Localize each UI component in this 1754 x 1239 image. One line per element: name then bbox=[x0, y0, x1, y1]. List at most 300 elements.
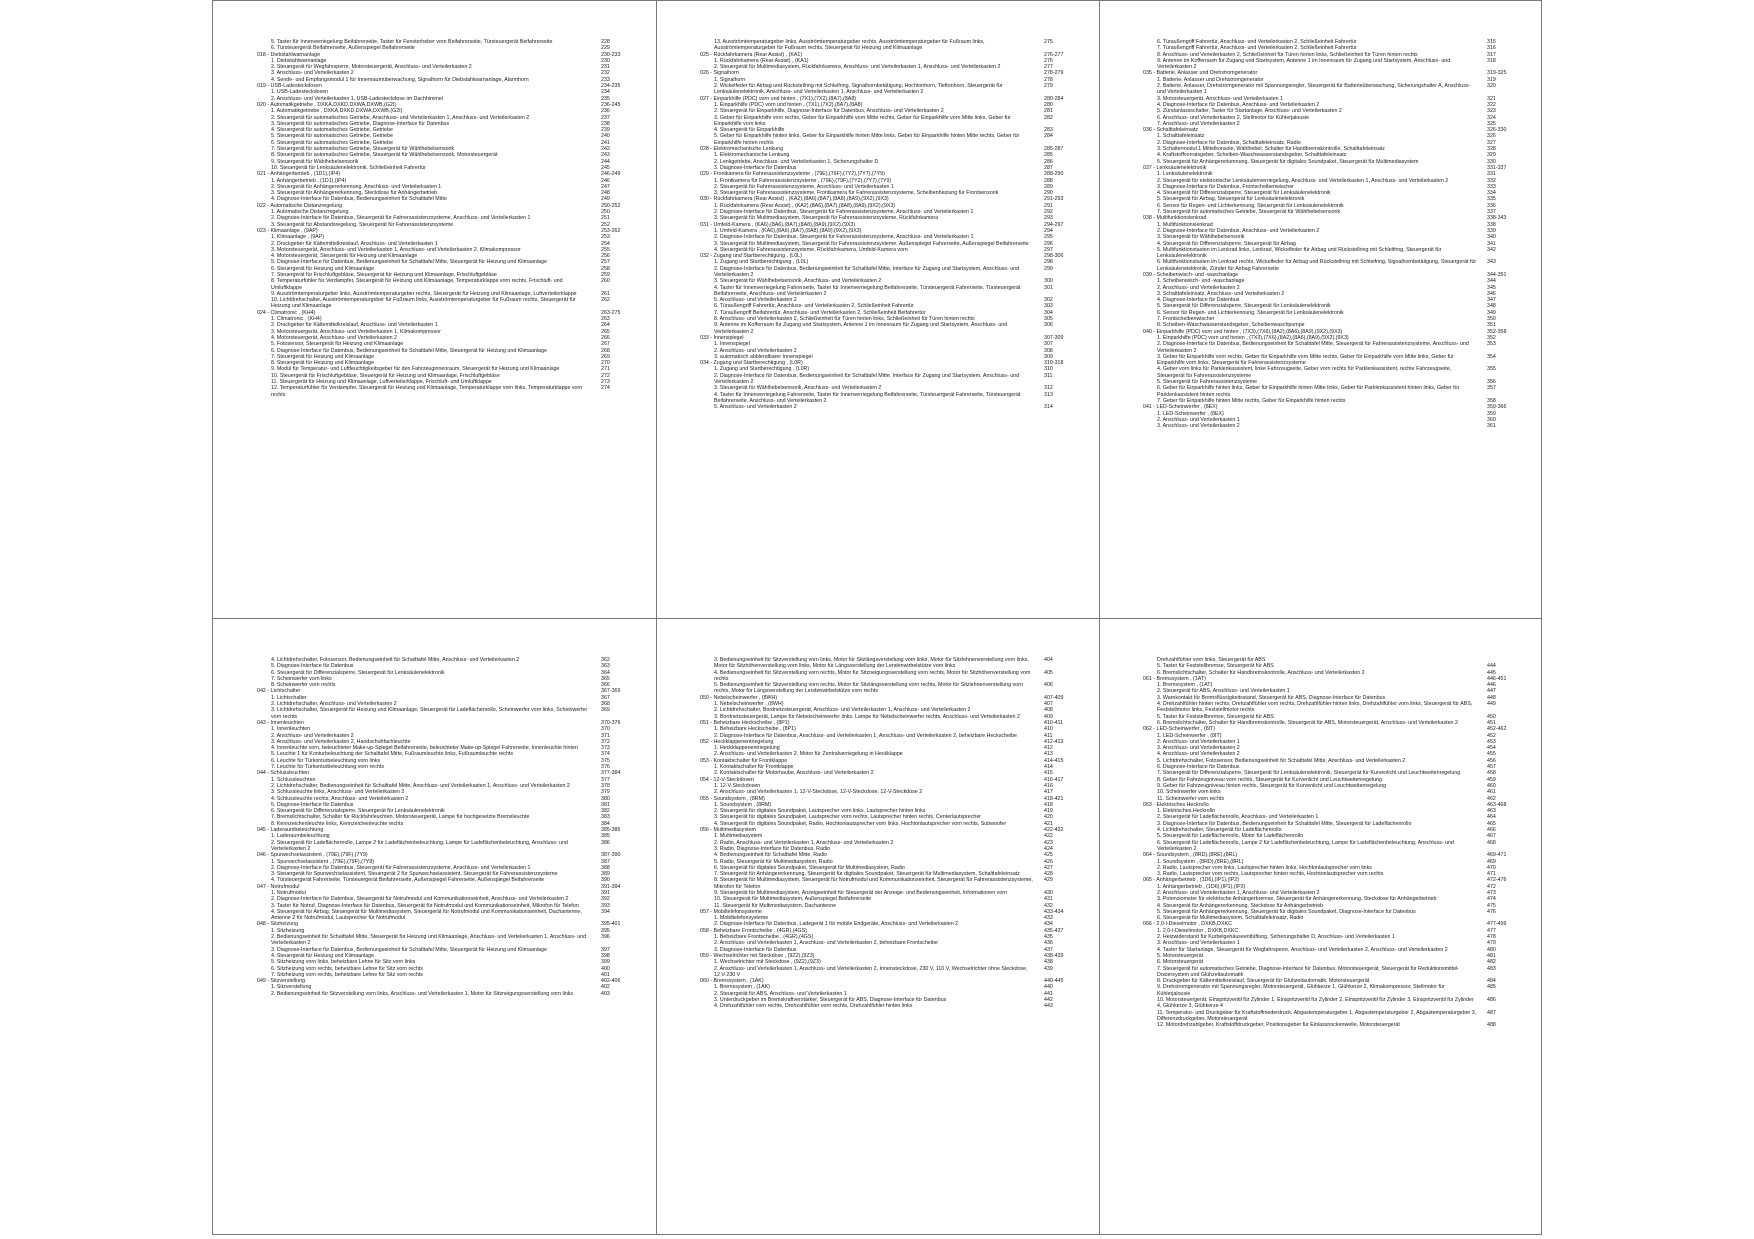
toc-entry-row bbox=[257, 840, 641, 853]
toc-entry-title: 2. Lichtdrehschalter, Bordnetzsteuergerät, Anschluss- und Verteilerkasten 1, Anschluss- und Verteilerkasten 2 bbox=[714, 707, 971, 714]
toc-entry-page: 391 bbox=[601, 889, 610, 896]
toc-entry-page: 338-343 bbox=[1487, 215, 1507, 222]
toc-entry-page: 272 bbox=[601, 372, 610, 379]
toc-entry-page: 250-252 bbox=[601, 202, 621, 209]
toc-entry-title: 2. Anschluss- und Verteilerkasten 2 bbox=[714, 347, 797, 354]
toc-entry-title: 9. Steuergerät für Wählhebelsensorik bbox=[271, 158, 359, 165]
toc-entry-title: 10. Steuergerät für Frischluftgebläse, Steuergerät für Heizung und Klimaanlage, Frischluftgebläse bbox=[271, 372, 500, 379]
toc-entry-title: 5. Taster für Innenverriegelung Beifahrerseite, Taster für Fensterheber vorn Beifahrerseite, Türsteuergerät Beifahrerseite bbox=[271, 39, 553, 45]
toc-entry-page: 232 bbox=[601, 70, 610, 77]
toc-entry-page: 440 bbox=[1044, 984, 1053, 991]
toc-entry-title: 4. Drehzahlfühler hinten rechts, Drehzahlfühler vorn rechts, Drehzahlfühler hinten links, Drehzahlfühler vorn links, Steuergerät für ABS, Feststellmotor links, Feststellmotor rechts bbox=[1157, 701, 1473, 714]
toc-entry-page: 246-249 bbox=[601, 171, 621, 178]
toc-entry-title: 2. Diagnose-Interface für Datenbus, Steuergerät für Fahrerassistenzsysteme, Anschluss- und Verteilerkasten 1 bbox=[271, 215, 531, 222]
toc-entry-page: 339 bbox=[1487, 227, 1496, 234]
toc-entry-title: 2. Diagnose-Interface für Datenbus, Bedienungseinheit für Schalttafel Mitte, Steuergerät für Fahrerassistenzsysteme, Anschluss- und Verteilerkasten 2 bbox=[1157, 341, 1469, 354]
toc-entry-page: 342 bbox=[1487, 246, 1496, 253]
toc-entry-title: 1. Elektromechanische Lenkung bbox=[714, 152, 790, 159]
toc-entry-page: 392 bbox=[601, 896, 610, 903]
toc-entry-title: 048 - Sitzheizung bbox=[257, 921, 298, 928]
toc-entry-title: 054 - 12-V-Steckdosen bbox=[700, 776, 754, 783]
toc-entry-page: 367 bbox=[601, 694, 610, 701]
toc-entry-title: 12. Temperaturfühler für Verdampfer, Steuergerät für Heizung und Klimaanlage, Temperaturklappe vorn links, Temperaturklappe vorn rechts bbox=[271, 385, 583, 398]
toc-entry-row bbox=[1143, 341, 1527, 354]
toc-entry-page: 428 bbox=[1044, 871, 1053, 878]
toc-entry-page: 310 bbox=[1044, 366, 1053, 373]
toc-entry-title: 1. Soundsystem , (8RD),(8RE),(8RL) bbox=[1157, 858, 1244, 865]
toc-entry-page: 294 bbox=[1044, 227, 1053, 234]
toc-entry-page: 409 bbox=[1044, 713, 1053, 720]
toc-entry-row bbox=[700, 877, 1084, 890]
toc-entry-title: 3. Diagnose-Interface für Datenbus, Frontscheibenwischer bbox=[1157, 183, 1294, 190]
toc-entry-page: 433 bbox=[1044, 915, 1053, 922]
toc-entry-page: 390 bbox=[601, 877, 610, 884]
toc-entry-page: 407 bbox=[1044, 701, 1053, 708]
toc-entry-page: 243 bbox=[601, 152, 610, 159]
toc-entry-page: 255 bbox=[601, 246, 610, 253]
toc-entry-page: 451 bbox=[1487, 719, 1496, 726]
toc-entry-page: 315 bbox=[1487, 39, 1496, 45]
toc-entry-page: 394 bbox=[601, 908, 610, 915]
toc-entry-title: 1. Bremssystem , (1AK) bbox=[714, 984, 770, 991]
toc-entry-page: 253-262 bbox=[601, 227, 621, 234]
toc-entry-page: 261 bbox=[601, 290, 610, 297]
toc-entry-page: 434 bbox=[1044, 921, 1053, 928]
toc-entry-page: 333 bbox=[1487, 183, 1496, 190]
toc-entry-page: 259 bbox=[601, 271, 610, 278]
toc-entry-page: 438 bbox=[1044, 959, 1053, 966]
toc-entry-page: 236-245 bbox=[601, 101, 621, 108]
toc-entry-title: 1. Lenksäulenelektronik bbox=[1157, 171, 1213, 178]
toc-entry-page: 393 bbox=[601, 902, 610, 909]
toc-entry-page: 301 bbox=[1044, 284, 1053, 291]
toc-entry-page: 257 bbox=[601, 259, 610, 266]
toc-entry-title: 7. Türaußengriff Beifahrertür, Anschluss- und Verteilerkasten 2, Schließeinheit Beifahrertür bbox=[714, 309, 926, 316]
toc-entry-title: 2. Diagnose-Interface für Datenbus, Schalttafeleinsatz, Radio bbox=[1157, 139, 1301, 146]
toc-entry-page: 480 bbox=[1487, 946, 1496, 953]
toc-entry-title: 1. Elektrisches Heckrollo bbox=[1157, 808, 1215, 815]
toc-entry-title: 2. Diagnose-Interface für Datenbus, Steuergerät für Fahrerassistenzsysteme, Anschluss- und Verteilerkasten 1 bbox=[714, 234, 974, 241]
toc-entry-page: 457 bbox=[1487, 764, 1496, 771]
toc-entry-title: 027 - Einparkhilfe (PDC) vorn und hinten , (7X1),(7X2),(8A7),(8A8) bbox=[700, 95, 857, 102]
toc-entry-title: 3. Unterdruckgeber im Bremskraftverstärker, Steuergerät für ABS, Diagnose-Interface für Datenbus bbox=[714, 997, 947, 1004]
row-divider bbox=[213, 618, 1541, 619]
toc-entry-title: 3. Radio, Lautsprecher vorn rechts, Lautsprecher hinten rechts, Hochtonlautsprecher vorn rechts bbox=[1157, 871, 1384, 878]
toc-entry-page: 487 bbox=[1487, 1009, 1496, 1016]
toc-entry-row bbox=[700, 115, 1084, 128]
toc-entry-title: 7. Türaußengriff Fahrertür, Anschluss- und Verteilerkasten 2, Schließeinheit Fahrertür bbox=[1157, 45, 1357, 52]
toc-entry-title: 4. Lichtdrehschalter, Fotosensor, Bedienungseinheit für Schalttafel Mitte, Anschluss- und Verteilerkasten 2 bbox=[271, 657, 520, 663]
toc-entry-title: 5. Steuergerät für Differenzialsperre, Steuergerät für Lenksäulenelektronik bbox=[1157, 303, 1331, 310]
toc-entry-page: 304 bbox=[1044, 309, 1053, 316]
toc-entry-page: 244 bbox=[601, 158, 610, 165]
toc-entry-title: 7. Anschluss- und Verteilerkasten 2 bbox=[1157, 120, 1240, 127]
toc-entry-title: 13. Ausströmtemperaturgeber links, Ausströmtemperaturgeber rechts, Ausströmtemperaturgeber für Fußraum links, Ausströmtemperaturgeber für Fußraum rechts, Steuergerät für Heizung und Klimaanlage bbox=[714, 39, 985, 52]
toc-entry-page: 319 bbox=[1487, 76, 1496, 83]
toc-entry-title: 4. Steuergerät für Differenzialsperre, Steuergerät für Airbag bbox=[1157, 240, 1296, 247]
toc-entry-title: 055 - Soundsystem , (8RM) bbox=[700, 795, 765, 802]
toc-entry-page: 347 bbox=[1487, 297, 1496, 304]
toc-entry-title: 2. Steuergerät für ABS, Anschluss- und Verteilerkasten 1 bbox=[1157, 688, 1290, 695]
toc-entry-title: 2. Anschluss- und Verteilerkasten 1, Anschluss- und Verteilerkasten 2 bbox=[1157, 889, 1320, 896]
toc-entry-page: 258 bbox=[601, 265, 610, 272]
toc-entry-title: 9. Antenne im Kofferraum für Zugang und Startsystem, Antenne 1 im Innenraum für Zugang und Startsystem, Anschluss- und Verteilerkasten 2 bbox=[714, 322, 1008, 335]
toc-entry-page: 476 bbox=[1487, 908, 1496, 915]
toc-entry-page: 252 bbox=[601, 221, 610, 228]
toc-entry-page: 402-406 bbox=[601, 978, 621, 985]
toc-entry-page: 275 bbox=[1044, 39, 1053, 45]
toc-entry-title: 052 - Heckklappenentriegelung bbox=[700, 738, 774, 745]
toc-entry-page: 254 bbox=[601, 240, 610, 247]
toc-entry-page: 462 bbox=[1487, 795, 1496, 802]
toc-entry-title: 2. Steuergerät für Wegfahrsperre, Motorsteuergerät, Anschluss- und Verteilerkasten 2 bbox=[271, 64, 472, 71]
toc-entry-page: 283 bbox=[1044, 127, 1053, 134]
toc-entry-title: 2. Diagnose-Interface für Datenbus, Anschluss- und Verteilerkasten 2 bbox=[1157, 227, 1320, 234]
toc-entry-page: 327 bbox=[1487, 139, 1496, 146]
toc-entry-title: 10. Steuergerät für Lenksäulenelektronik, Schließeinheit Fahrertür bbox=[271, 164, 426, 171]
toc-entry-page: 385 bbox=[601, 833, 610, 840]
toc-entry-page: 450 bbox=[1487, 713, 1496, 720]
toc-entry-title: 3. Bordnetzsteuergerät, Lampe für Nebelscheinwerfer links, Lampe für Nebelscheinwerfer rechts, Anschluss- und Verteilerkasten 2 bbox=[714, 713, 1020, 720]
toc-entry-title: 3. Steuergerät für Multimediasystem, Steuergerät für Fahrerassistenzsysteme, Rückfahrkamera bbox=[714, 215, 939, 222]
toc-entry-title: 5. Anschluss- und Verteilerkasten 2 bbox=[714, 404, 797, 411]
toc-entry-page: 374 bbox=[601, 751, 610, 758]
toc-entry-title: 7. Leuchte für Türkonturbeleuchtung vorn rechts bbox=[271, 764, 384, 771]
toc-entry-title: 2. Steuergerät für elektronische Lenksäulenverriegelung, Anschluss- und Verteilerkasten 1, Anschluss- und Verteilerkasten 2 bbox=[1157, 177, 1449, 184]
toc-entry-title: 1. Sitzverstellung bbox=[271, 984, 312, 991]
toc-entry-page: 350 bbox=[1487, 316, 1496, 323]
toc-panel-5 bbox=[700, 657, 1084, 1233]
toc-entry-page: 319-325 bbox=[1487, 70, 1507, 77]
toc-entry-page: 373 bbox=[601, 745, 610, 752]
toc-entry-title: 3. automatisch abblendbarer Innenspiegel bbox=[714, 353, 813, 360]
toc-entry-page: 421 bbox=[1044, 820, 1053, 827]
toc-entry-title: 1. Mobiltelefonsysteme bbox=[714, 915, 769, 922]
toc-entry-title: 5. Steuergerät für Fahrerassistenzsysteme bbox=[1157, 379, 1258, 386]
toc-entry-page: 432 bbox=[1044, 902, 1053, 909]
toc-entry-title: 4. Taster für Innenverriegelung Fahrerseite, Taster für Innenverriegelung Beifahrerseite, Türsteuergerät Fahrerseite, Türsteuergerät Beifahrerseite, Anschluss- und Verteilerkasten 2 bbox=[714, 284, 1021, 297]
toc-entry-page: 413 bbox=[1044, 751, 1053, 758]
toc-entry-title: 6. Multifunktionstasten im Lenkrad rechts, Wickelfeder für Airbag und Rückstellring mit Schleifring, Signalhornbetätigung, Steuergerät für Lenksäulenelektronik, Zünder für Airbag Fahrerseite bbox=[1157, 259, 1477, 272]
toc-entry-page: 395 bbox=[601, 927, 610, 934]
toc-entry-row bbox=[700, 285, 1084, 298]
toc-entry-page: 362 bbox=[601, 657, 610, 663]
toc-entry-page: 385-386 bbox=[601, 827, 621, 834]
toc-entry-title: 7. Scheinwerfer vorn links bbox=[271, 675, 332, 682]
toc-entry-title: 025 - Rückfahrkamera (Rear Assist) , (KA1) bbox=[700, 51, 803, 58]
toc-entry-page: 469 bbox=[1487, 858, 1496, 865]
toc-entry-title: 4. Drehzahlfühler vorn rechts, Drehzahlfühler vorn rechts, Drehzahlfühler hinten links bbox=[714, 1003, 913, 1010]
toc-entry-title: 1. Soundsystem , (8RM) bbox=[714, 801, 772, 808]
toc-entry-title: 2. Lenkgetriebe, Anschluss- und Verteilerkasten 1, Sicherungshalter D bbox=[714, 158, 879, 165]
toc-entry-page: 323 bbox=[1487, 108, 1496, 115]
toc-entry-page: 240 bbox=[601, 133, 610, 140]
toc-entry-page: 435 bbox=[1044, 934, 1053, 941]
toc-entry-title: 034 - Zugang und Startberechtigung , (L0R) bbox=[700, 360, 803, 367]
toc-entry-title: 3. Steuergerät für digitales Soundpaket, Lautsprecher vorn rechts, Lautsprecher hinten rechts, Centerlautsprecher bbox=[714, 814, 982, 821]
toc-entry-title: 4. Motorsteuergerät, Anschluss- und Verteilerkasten 2 bbox=[271, 334, 398, 341]
toc-entry-title: 026 - Signalhorn bbox=[700, 70, 739, 77]
toc-entry-title: 4. Steuergerät für Heizung und Klimaanlage bbox=[271, 952, 375, 959]
toc-entry-page: 367-369 bbox=[601, 688, 621, 695]
toc-entry-title: 031 - Umfeld-Kamera , (KA6),(8A6),(8A7),(8A8),(8A9),(9X2),(9X3) bbox=[700, 221, 856, 228]
toc-entry-title: 2. Diagnose-Interface für Datenbus, Steuergerät für Notrufmodul und Kommunikationseinheit, Anschluss- und Verteilerkasten 2 bbox=[271, 896, 569, 903]
toc-entry-title: 5. Motorsteuergerät bbox=[1157, 952, 1204, 959]
toc-entry-title: 3. Steuergerät für Wählhebelsensorik bbox=[1157, 234, 1245, 241]
toc-entry-title: 4. Steuergerät für Anhängererkennung, Steckdose für Anhängerbetrieb bbox=[1157, 902, 1324, 909]
toc-entry-page: 264 bbox=[601, 322, 610, 329]
toc-entry-title: 3. Motorsteuergerät, Anschluss- und Verteilerkasten 1, Anschluss- und Verteilerkasten 2, Klimakompressor bbox=[271, 246, 521, 253]
toc-entry-page: 341 bbox=[1487, 240, 1496, 247]
toc-entry-title: 6. Sensor für Regen- und Lichterkennung, Steuergerät für Lenksäulenelektronik bbox=[1157, 202, 1344, 209]
toc-entry-title: 038 - Multifunktionslenkrad bbox=[1143, 215, 1207, 222]
toc-entry-title: 046 - Spurwechselassistent , (79E),(79F),(7Y9) bbox=[257, 852, 368, 859]
toc-entry-page: 444 bbox=[1487, 663, 1496, 670]
toc-entry-title: 1. Automatische Distanzregelung bbox=[271, 209, 349, 216]
toc-entry-title: 3. Motorsteuergerät, Anschluss- und Verteilerkasten 1 bbox=[1157, 95, 1284, 102]
toc-entry-page: 285 bbox=[1044, 152, 1053, 159]
toc-entry-title: 3. Steuergerät für Spurwechselassistent, Steuergerät 2 für Spurwechselassistent, Steuergerät für Fahrerassistenzsysteme bbox=[271, 871, 558, 878]
toc-entry-title: 1. Heckklappenentriegelung bbox=[714, 745, 780, 752]
toc-entry-page: 404 bbox=[1044, 657, 1053, 663]
toc-panel-1 bbox=[257, 39, 641, 617]
toc-entry-page: 468 bbox=[1487, 839, 1496, 846]
toc-entry-page: 298 bbox=[1044, 259, 1053, 266]
toc-entry-page: 276-277 bbox=[1044, 51, 1064, 58]
toc-entry-title: 3. Diagnose-Interface für Datenbus, Bedienungseinheit für Schalttafel Mitte, Steuergerät für Heizung und Klimaanlage bbox=[271, 946, 547, 953]
toc-entry-title: 4. Sende- und Empfangsmodul 1 für Innenraumüberwachung, Signalhorn für Diebstahlwarnanlage, Alarmhorn bbox=[271, 76, 529, 83]
toc-entry-page: 271 bbox=[601, 366, 610, 373]
toc-entry-page: 466 bbox=[1487, 827, 1496, 834]
toc-entry-page: 360 bbox=[1487, 416, 1496, 423]
toc-entry-page: 266 bbox=[601, 334, 610, 341]
toc-entry-page: 288-290 bbox=[1044, 171, 1064, 178]
toc-entry-row bbox=[257, 707, 641, 720]
toc-entry-page: 370-376 bbox=[601, 719, 621, 726]
toc-entry-page: 308 bbox=[1044, 347, 1053, 354]
toc-entry-page: 329 bbox=[1487, 152, 1496, 159]
toc-entry-title: 11. Steuergerät für Heizung und Klimaanlage, Luftverteilerklappe, Frischluft- und Umluftklappe bbox=[271, 379, 492, 386]
toc-entry-title: 7. Steuergerät für Heizung und Klimaanlage bbox=[271, 353, 375, 360]
toc-entry-page: 418-421 bbox=[1044, 795, 1064, 802]
toc-entry-title: 9. Geber für Fahrzeugniveau hinten rechts, Steuergerät für Kurvenlicht und Leuchtweitenregelung bbox=[1157, 782, 1387, 789]
toc-entry-title: 045 - Laderaumbeleuchtung bbox=[257, 827, 324, 834]
toc-entry-title: 4. Bedienungseinheit für Sitzverstellung vorn rechts, Motor für Sitzneigungsverstellung vorn rechts, Motor für Sitzhöhenverstellung vorn rechts bbox=[714, 669, 1031, 682]
toc-entry-title: 9. Antenne im Kofferraum für Zugang und Startsystem, Antenne 1 im Innenraum für Zugang und Startsystem, Anschluss- und Verteilerkasten 2 bbox=[1157, 57, 1451, 71]
toc-entry-page: 276 bbox=[1044, 57, 1053, 64]
toc-entry-row bbox=[1143, 58, 1527, 71]
toc-entry-title: 5. Sitzheizung vorn links, beheizbare Lehne für Sitz vorn links bbox=[271, 959, 416, 966]
toc-entry-page: 471 bbox=[1487, 871, 1496, 878]
toc-entry-page: 324 bbox=[1487, 114, 1496, 121]
toc-entry-page: 270 bbox=[601, 360, 610, 367]
toc-entry-title: 5. Steuergerät für automatisches Getriebe, Getriebe bbox=[271, 133, 393, 140]
toc-entry-title: 3. Motorsteuergerät, Anschluss- und Verteilerkasten 1, Klimakompressor bbox=[271, 328, 441, 335]
toc-entry-page: 422 bbox=[1044, 833, 1053, 840]
toc-entry-page: 229 bbox=[601, 45, 610, 52]
toc-entry-title: 4. Innenleuchte vorn, beleuchteter Make-up-Spiegel Beifahrerseite, beleuchteter Make-up-Spiegel Fahrerseite, Innenleuchte hinten bbox=[271, 745, 578, 752]
toc-entry-page: 400 bbox=[601, 965, 610, 972]
toc-entry-page: 253 bbox=[601, 234, 610, 241]
toc-entry-page: 377-384 bbox=[601, 770, 621, 777]
toc-entry-page: 470 bbox=[1487, 864, 1496, 871]
toc-entry-title: 7. Steuergerät für Differenzialsperre, Steuergerät für Lenksäulenelektronik, Steuergerät für Kurvenlicht und Leuchtweitenregelung bbox=[1157, 770, 1461, 777]
toc-entry-page: 368 bbox=[601, 701, 610, 708]
toc-entry-page: 382 bbox=[601, 808, 610, 815]
toc-entry-title: 10. Steuergerät für Multimediasystem, Außenspiegel Beifahrerseite bbox=[714, 896, 872, 903]
toc-entry-title: Drehzahlfühler vorn links, Steuergerät für ABS bbox=[1157, 657, 1266, 663]
toc-entry-title: 2. Diagnose-Interface für Datenbus, Bedienungseinheit für Schalttafel Mitte, Interface für Zugang und Startsystem, Anschluss- und Verteilerkasten 2 bbox=[714, 265, 1020, 278]
toc-entry-title: 4. Lichtdrehschalter, Steuergerät für Ladeflächenrollo bbox=[1157, 827, 1282, 834]
toc-entry-title: 4. Diagnose-Interface für Datenbus bbox=[1157, 297, 1240, 304]
toc-entry-title: 2. Radio, Anschluss- und Verteilerkasten 1, Anschluss- und Verteilerkasten 2 bbox=[714, 839, 894, 846]
toc-entry-page: 488 bbox=[1487, 1022, 1496, 1029]
toc-entry-page: 351 bbox=[1487, 322, 1496, 329]
toc-entry-page: 366 bbox=[601, 682, 610, 689]
toc-entry-row bbox=[700, 39, 1084, 52]
toc-entry-title: 2. Bedienungseinheit für Schalttafel Mitte, Steuergerät für Heizung und Klimaanlage, Anschluss- und Verteilerkasten 1, Anschluss- und Verteilerkasten 2 bbox=[271, 934, 587, 947]
toc-entry-page: 416-417 bbox=[1044, 776, 1064, 783]
toc-entry-title: 8. Temperaturfühler für Verdampfer, Steuergerät für Heizung und Klimaanlage, Temperaturklappe vorn rechts, Frischluft- und Umluftklappe bbox=[271, 278, 563, 291]
toc-entry-page: 297 bbox=[1044, 246, 1053, 253]
toc-entry-title: 2. Anschluss- und Verteilerkasten 1 bbox=[1157, 738, 1240, 745]
toc-entry-title: 4. Anschluss- und Verteilerkasten 2 bbox=[1157, 751, 1240, 758]
toc-entry-page: 234-235 bbox=[601, 83, 621, 90]
toc-entry-title: 033 - Innenspiegel bbox=[700, 334, 744, 341]
toc-entry-page: 424 bbox=[1044, 845, 1053, 852]
toc-entry-title: 030 - Rückfahrkamera (Rear Assist) , (KA2),(8A6),(8A7),(8A8),(8A9),(9X2),(9X3) bbox=[700, 196, 889, 203]
toc-entry-title: 3. Diagnose-Interface für Datenbus bbox=[714, 164, 797, 171]
toc-entry-title: 1. Beheizbare Frontscheibe , (4GR),(4GS) bbox=[714, 934, 814, 941]
toc-entry-page: 303 bbox=[1044, 303, 1053, 310]
toc-entry-page: 352 bbox=[1487, 334, 1496, 341]
toc-entry-row bbox=[1143, 354, 1527, 367]
toc-entry-page: 445 bbox=[1487, 669, 1496, 676]
toc-entry-title: 2. Anschluss- und Verteilerkasten 1, 12-V-Steckdose, 12-V-Steckdose, 12-V-Steckdose 2 bbox=[714, 789, 923, 796]
toc-entry-page: 364 bbox=[601, 669, 610, 676]
toc-entry-page: 306 bbox=[1044, 322, 1053, 329]
toc-entry-page: 314 bbox=[1044, 404, 1053, 411]
toc-entry-page: 231 bbox=[601, 64, 610, 71]
toc-entry-title: 049 - Sitzverstellung bbox=[257, 978, 305, 985]
toc-entry-title: 7. Steuergerät für automatisches Getriebe, Diagnose-Interface für Datenbus, Motorsteuergerät, Steuergerät für Reduktionsmittel-Dosiersystem und Glühzeitautomatik bbox=[1157, 965, 1460, 978]
toc-entry-title: 2. Diagnose-Interface für Datenbus, Steuergerät für Fahrerassistenzsysteme, Anschluss- und Verteilerkasten 1 bbox=[714, 209, 974, 216]
toc-entry-title: 3. Potenziometer für elektrische Anhängerbremse, Steuergerät für Anhängererkennung, Steckdose für Anhängerbetrieb bbox=[1157, 896, 1437, 903]
toc-entry-page: 299 bbox=[1044, 265, 1053, 272]
toc-entry-title: 029 - Frontkamera für Fahrerassistenzsysteme , (79E),(79F),(7Y2),(7Y7),(7Y9) bbox=[700, 171, 885, 178]
toc-entry-page: 295 bbox=[1044, 234, 1053, 241]
toc-entry-page: 435-437 bbox=[1044, 927, 1064, 934]
toc-entry-page: 242 bbox=[601, 146, 610, 153]
toc-entry-title: 1. Nebelscheinwerfer , (8WH) bbox=[714, 701, 784, 708]
toc-entry-title: 1. Schlussleuchten bbox=[271, 776, 316, 783]
toc-entry-title: 065 - Anhängerbetrieb , (1D6),(IP1),(IP2) bbox=[1143, 877, 1239, 884]
toc-entry-page: 429 bbox=[1044, 877, 1053, 884]
toc-entry-title: 4. Geber vorn links für Parklenkassistent, linke Fahrzeugseite, Geber vorn rechts für Parklenkassistent, rechte Fahrzeugseite, Steuergerät für Fahrerassistenzsysteme bbox=[1157, 366, 1452, 379]
toc-entry-title: 6. Leuchte für Türkonturbeleuchtung vorn links bbox=[271, 757, 381, 764]
toc-entry-title: 8. Steuergerät für Multimediasystem, Steuergerät für Notrufmodul und Kommunikationseinheit, Steuergerät für Fahrerassistenzsysteme, Mikrofon für Telefon bbox=[714, 877, 1033, 890]
toc-entry-page: 325 bbox=[1487, 120, 1496, 127]
toc-entry-title: 051 - Beheizbare Heckscheibe , (8P1) bbox=[700, 719, 790, 726]
toc-entry-title: 043 - Innenleuchten bbox=[257, 719, 304, 726]
toc-entry-page: 417 bbox=[1044, 789, 1053, 796]
toc-entry-title: 4. Taster für Startanlage, Steuergerät für Wegfahrsperre, Anschluss- und Verteilerkasten 2, Anschluss- und Verteilerkasten 2 bbox=[1157, 946, 1448, 953]
toc-entry-row bbox=[257, 385, 641, 398]
toc-entry-page: 464 bbox=[1487, 814, 1496, 821]
toc-entry-title: 6. Steuergerät für automatisches Getriebe, Getriebe bbox=[271, 139, 393, 146]
toc-entry-title: 1. Diebstahlwarnanlage bbox=[271, 57, 327, 64]
toc-entry-title: 053 - Kontaktschalter für Frontklappe bbox=[700, 757, 788, 764]
toc-entry-title: 1. Wechselrichter mit Steckdose , (9Z2),(9Z3) bbox=[714, 959, 821, 966]
toc-entry-page: 269 bbox=[601, 353, 610, 360]
toc-entry-page: 228 bbox=[601, 39, 610, 45]
toc-entry-title: 5. Radio, Steuergerät für Multimediasystem, Radio bbox=[714, 858, 833, 865]
toc-entry-page: 245 bbox=[601, 164, 610, 171]
toc-entry-title: 6. Diagnose-Interface für Datenbus bbox=[1157, 764, 1240, 771]
toc-entry-title: 4. Steuergerät für Einparkhilfe bbox=[714, 127, 785, 134]
toc-entry-page: 438-439 bbox=[1044, 952, 1064, 959]
toc-panel-3 bbox=[1143, 39, 1527, 617]
toc-entry-title: 3. Anschluss- und Verteilerkasten 2 bbox=[271, 70, 354, 77]
toc-entry-page: 449 bbox=[1487, 701, 1496, 708]
toc-entry-page: 380 bbox=[601, 795, 610, 802]
toc-entry-page: 359 bbox=[1487, 410, 1496, 417]
toc-entry-page: 330 bbox=[1487, 158, 1496, 165]
toc-entry-title: 3. Steuergerät für Wählhebelsensorik, Anschluss- und Verteilerkasten 2 bbox=[714, 385, 882, 392]
toc-entry-page: 446 bbox=[1487, 682, 1496, 689]
toc-entry-page: 310-318 bbox=[1044, 360, 1064, 367]
toc-entry-page: 408 bbox=[1044, 707, 1053, 714]
toc-entry-page: 420 bbox=[1044, 814, 1053, 821]
toc-entry-title: 1. Umfeld-Kamera , (KA6),(8A6),(8A7),(8A8),(8A9),(9X2),(9X3) bbox=[714, 227, 862, 234]
toc-entry-title: 4. Diagnose-Interface für Datenbus, Anschluss- und Verteilerkasten 2 bbox=[1157, 101, 1320, 108]
toc-entry-page: 274 bbox=[601, 385, 610, 392]
toc-entry-title: 3. Geber für Einparkhilfe vorn rechts, Geber für Einparkhilfe vorn Mitte rechts, Geber für Einparkhilfe vorn Mitte links, Geber für Einparkhilfe vorn links bbox=[714, 114, 1011, 127]
toc-entry-title: 6. Steuergerät für Multimediasystem, Schalttafeleinsatz, Radio bbox=[1157, 915, 1304, 922]
toc-entry-title: 2. Steuergerät für Einparkhilfe, Diagnose-Interface für Datenbus, Anschluss- und Verteilerkasten 2 bbox=[714, 108, 944, 115]
toc-entry-title: 3. Steuergerät für Abstandsregelung, Steuergerät für Fahrerassistenzsysteme bbox=[271, 221, 454, 228]
toc-entry-title: 3. Diagnose-Interface für Datenbus bbox=[714, 946, 797, 953]
toc-entry-page: 384 bbox=[601, 820, 610, 827]
toc-entry-row bbox=[1143, 423, 1527, 429]
toc-entry-page: 352-358 bbox=[1487, 328, 1507, 335]
toc-entry-page: 463-468 bbox=[1487, 801, 1507, 808]
toc-entry-page: 485 bbox=[1487, 984, 1496, 991]
toc-entry-title: 2. Diagnose-Interface für Datenbus, Anschluss- und Verteilerkasten 1, Anschluss- und Verteilerkasten 2, beheizbare Heckscheibe bbox=[714, 732, 1017, 739]
toc-entry-title: 4. Steuergerät für Differenzialsperre, Steuergerät für Lenksäulenelektronik bbox=[1157, 190, 1331, 197]
toc-entry-title: 6. Sensor für Regen- und Lichterkennung, Steuergerät für Lenksäulenelektronik bbox=[1157, 309, 1344, 316]
toc-entry-page: 265 bbox=[601, 328, 610, 335]
toc-entry-page: 481 bbox=[1487, 952, 1496, 959]
toc-panel-4 bbox=[257, 657, 641, 1233]
toc-entry-page: 326-330 bbox=[1487, 127, 1507, 134]
toc-entry-page: 262 bbox=[601, 297, 610, 304]
toc-entry-title: 1. LED-Scheinwerfer , (8EX) bbox=[1157, 410, 1224, 417]
toc-entry-title: 7. Sitzheizung vorn rechts, beheizbare Lehne für Sitz vorn rechts bbox=[271, 971, 423, 978]
toc-entry-title: 1. Notrufmodul bbox=[271, 889, 306, 896]
toc-entry-page: 460 bbox=[1487, 782, 1496, 789]
toc-entry-page: 482 bbox=[1487, 959, 1496, 966]
toc-entry-page: 291 bbox=[1044, 202, 1053, 209]
toc-entry-title: 4. Schlussleuchte rechts, Anschluss- und Verteilerkasten 2 bbox=[271, 795, 409, 802]
toc-entry-row bbox=[1143, 1010, 1527, 1023]
toc-entry-page: 320 bbox=[1487, 83, 1496, 90]
toc-entry-row bbox=[257, 278, 641, 291]
toc-entry-page: 247 bbox=[601, 183, 610, 190]
toc-entry-title: 2. Anschluss- und Verteilerkasten 2 bbox=[271, 732, 354, 739]
toc-entry-page: 235 bbox=[601, 95, 610, 102]
toc-entry-title: 9. Steuergerät für Multimediasystem, Anzeigeeinheit für Steuergerät der Anzeige- und Bedienungseinheit, Informationen vorn bbox=[714, 889, 1007, 896]
